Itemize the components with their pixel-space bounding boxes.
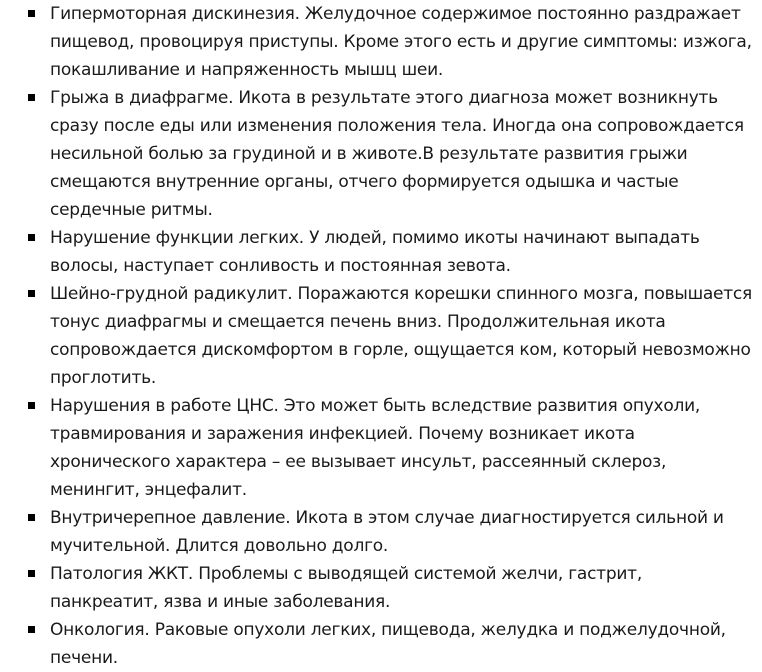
square-bullet-icon bbox=[28, 570, 35, 577]
list-item bbox=[22, 560, 752, 616]
list-item bbox=[22, 392, 752, 504]
list-item bbox=[22, 224, 752, 280]
bullet-list bbox=[22, 0, 752, 672]
list-item bbox=[22, 0, 752, 84]
square-bullet-icon bbox=[28, 234, 35, 241]
list-item bbox=[22, 616, 752, 672]
list-item-text: Нарушения в работе ЦНС. Это может быть вследствие развития опухоли, травмирования и заражения инфекцией. Почему возникает икота хронического характера – ее вызывает инсульт, рассеянный склероз, менингит, энцефалит. bbox=[50, 396, 701, 500]
square-bullet-icon bbox=[28, 10, 35, 17]
square-bullet-icon bbox=[28, 514, 35, 521]
list-item-text: Шейно-грудной радикулит. Поражаются корешки спинного мозга, повышается тонус диафрагмы и смещается печень вниз. Продолжительная икота сопровождается дискомфортом в горле, ощущается ком, который невозможно проглотить. bbox=[50, 284, 752, 388]
square-bullet-icon bbox=[28, 626, 35, 633]
square-bullet-icon bbox=[28, 290, 35, 297]
square-bullet-icon bbox=[28, 402, 35, 409]
list-item-text: Внутричерепное давление. Икота в этом случае диагностируется сильной и мучительной. Длится довольно долго. bbox=[50, 508, 724, 556]
list-item bbox=[22, 280, 752, 392]
list-item-text: Грыжа в диафрагме. Икота в результате этого диагноза может возникнуть сразу после еды или изменения положения тела. Иногда она сопровождается несильной болью за грудиной и в животе.В результате развития грыжи смещаются внутренние органы, отчего формируется одышка и частые сердечные ритмы. bbox=[50, 88, 744, 220]
square-bullet-icon bbox=[28, 94, 35, 101]
list-item bbox=[22, 84, 752, 224]
list-item-text: Онкология. Раковые опухоли легких, пищевода, желудка и поджелудочной, печени. bbox=[50, 620, 726, 668]
list-item-text: Гипермоторная дискинезия. Желудочное содержимое постоянно раздражает пищевод, провоцируя приступы. Кроме этого есть и другие симптомы: изжога, покашливание и напряженность мышц шеи. bbox=[50, 4, 752, 80]
list-item-text: Патология ЖКТ. Проблемы с выводящей системой желчи, гастрит, панкреатит, язва и иные заболевания. bbox=[50, 564, 642, 612]
list-item-text: Нарушение функции легких. У людей, помимо икоты начинают выпадать волосы, наступает сонливость и постоянная зевота. bbox=[50, 228, 700, 276]
list-item bbox=[22, 504, 752, 560]
